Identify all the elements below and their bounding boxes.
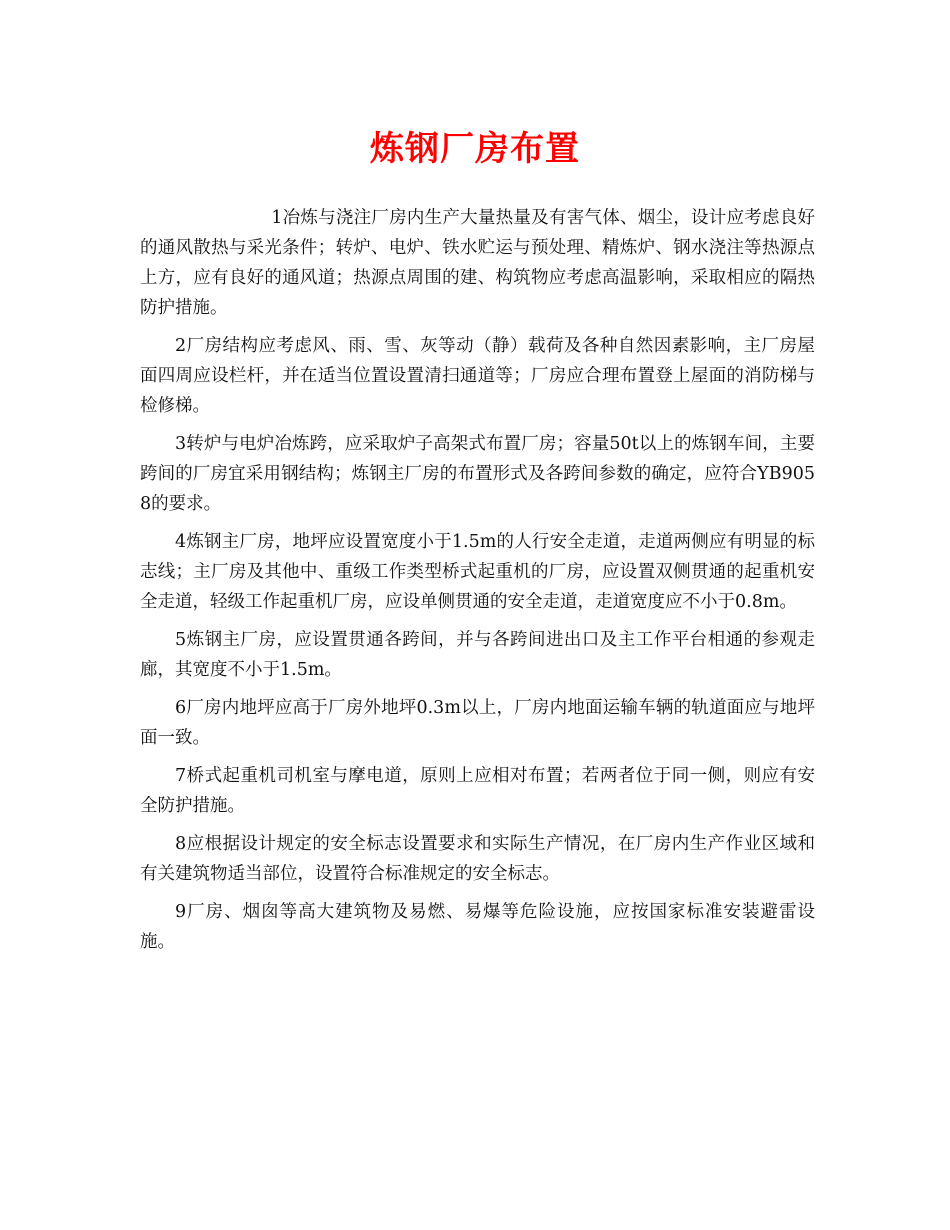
document-body: [140, 203, 815, 965]
paragraph-4: 4炼钢主厂房，地坪应设置宽度小于1.5m的人行安全走道，走道两侧应有明显的标志线；主厂房及其他中、重级工作类型桥式起重机的厂房，应设置双侧贯通的起重机安全走道，轻级工作起重机厂房，应设单侧贯通的安全走道，走道宽度应不小于0.8m。: [140, 532, 815, 612]
paragraph-3: 3转炉与电炉冶炼跨，应采取炉子高架式布置厂房；容量50t以上的炼钢车间，主要跨间的厂房宜采用钢结构；炼钢主厂房的布置形式及各跨间参数的确定，应符合YB9058的要求。: [140, 434, 815, 514]
paragraph-7: 7桥式起重机司机室与摩电道，原则上应相对布置；若两者位于同一侧，则应有安全防护措施。: [140, 766, 815, 816]
paragraph-1: 1冶炼与浇注厂房内生产大量热量及有害气体、烟尘，设计应考虑良好的通风散热与采光条件；转炉、电炉、铁水贮运与预处理、精炼炉、钢水浇注等热源点上方，应有良好的通风道；热源点周围的建、构筑物应考虑高温影响，采取相应的隔热防护措施。: [140, 208, 815, 318]
paragraph-9: 9厂房、烟囱等高大建筑物及易燃、易爆等危险设施，应按国家标准安装避雷设施。: [140, 902, 815, 952]
paragraph-5: 5炼钢主厂房，应设置贯通各跨间，并与各跨间进出口及主工作平台相通的参观走廊，其宽度不小于1.5m。: [140, 630, 815, 680]
paragraph-8: 8应根据设计规定的安全标志设置要求和实际生产情况，在厂房内生产作业区域和有关建筑物适当部位，设置符合标准规定的安全标志。: [140, 834, 815, 884]
paragraph-6: 6厂房内地坪应高于厂房外地坪0.3m以上，厂房内地面运输车辆的轨道面应与地坪面一致。: [140, 698, 815, 748]
paragraph-2: 2厂房结构应考虑风、雨、雪、灰等动（静）载荷及各种自然因素影响，主厂房屋面四周应设栏杆，并在适当位置设置清扫通道等；厂房应合理布置登上屋面的消防梯与检修梯。: [140, 336, 815, 416]
page-title: 炼钢厂房布置: [370, 129, 580, 169]
